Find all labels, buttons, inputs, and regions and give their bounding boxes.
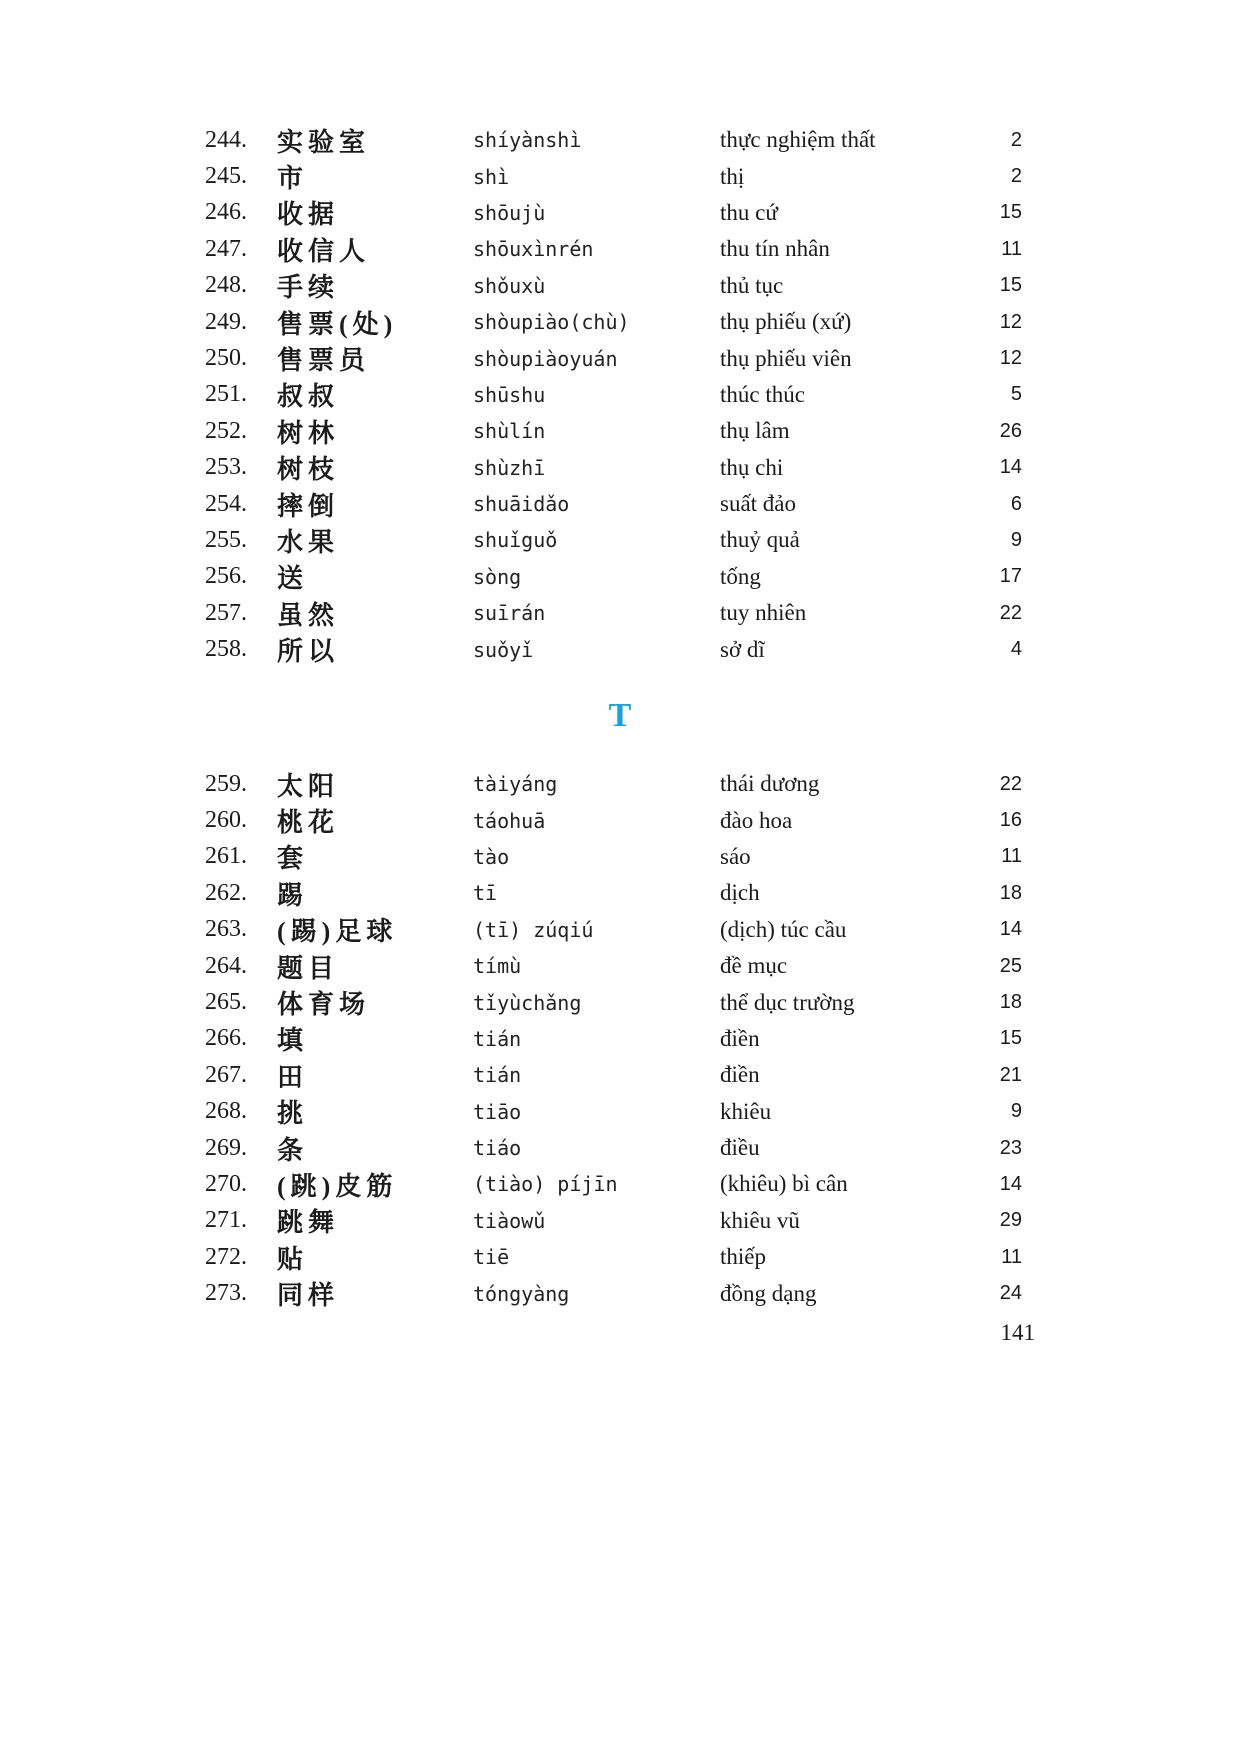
entry-hanzi: 所以	[277, 637, 340, 667]
entry-hanzi: 体育场	[277, 990, 371, 1020]
entry-number: 267.	[205, 1061, 247, 1088]
entry-vietnamese: đào hoa	[720, 807, 793, 833]
entry-pinyin: shùzhī	[473, 455, 546, 480]
entry-hanzi: 桃花	[277, 808, 340, 838]
entry-number: 268.	[205, 1098, 247, 1125]
entry-number: 266.	[205, 1025, 247, 1052]
entry-count: 25	[999, 954, 1022, 977]
entry-pinyin: tǐyùchǎng	[473, 990, 582, 1015]
entry-pinyin: tào	[473, 844, 510, 869]
entry-count: 4	[1010, 638, 1022, 661]
entry-vietnamese: thiếp	[720, 1244, 766, 1270]
vocab-row	[0, 1130, 1240, 1166]
entry-hanzi: 套	[277, 844, 309, 874]
vocab-row	[0, 122, 1240, 158]
entry-count: 18	[999, 881, 1022, 904]
entry-hanzi: 树林	[277, 418, 340, 448]
entry-vietnamese: điền	[720, 1025, 760, 1051]
entry-number: 264.	[205, 952, 247, 979]
entry-count: 14	[999, 1172, 1022, 1195]
entry-vietnamese: thái dương	[720, 771, 820, 797]
entry-pinyin: táohuā	[473, 808, 546, 833]
entry-hanzi: 实验室	[277, 127, 371, 157]
vocab-section-s	[0, 122, 1240, 668]
entry-count: 23	[999, 1136, 1022, 1159]
entry-number: 247.	[205, 235, 247, 262]
vocab-row	[0, 486, 1240, 522]
entry-vietnamese: điều	[720, 1135, 760, 1161]
entry-count: 12	[999, 310, 1022, 333]
vocab-row	[0, 984, 1240, 1020]
entry-count: 29	[999, 1209, 1022, 1232]
entry-count: 5	[1010, 383, 1022, 406]
entry-number: 252.	[205, 417, 247, 444]
entry-vietnamese: thụ lâm	[720, 418, 790, 444]
entry-number: 245.	[205, 163, 247, 190]
entry-number: 256.	[205, 563, 247, 590]
entry-vietnamese: thu cứ	[720, 199, 778, 225]
entry-number: 246.	[205, 199, 247, 226]
entry-vietnamese: (khiêu) bì cân	[720, 1171, 848, 1197]
page-number: 141	[1000, 1320, 1035, 1345]
entry-hanzi: 摔倒	[277, 491, 340, 521]
entry-pinyin: tiáo	[473, 1136, 522, 1161]
vocab-row	[0, 559, 1240, 595]
vocab-section-t	[0, 766, 1240, 1312]
entry-pinyin: (tiào) píjīn	[473, 1172, 618, 1197]
vocab-row	[0, 231, 1240, 267]
vocab-row	[0, 1021, 1240, 1057]
entry-count: 17	[999, 565, 1022, 588]
entry-number: 259.	[205, 770, 247, 797]
entry-pinyin: shǒuxù	[473, 273, 546, 298]
entry-count: 15	[999, 1027, 1022, 1050]
entry-vietnamese: tống	[720, 563, 761, 589]
vocab-row	[0, 195, 1240, 231]
entry-hanzi: 题目	[277, 953, 340, 983]
entry-hanzi: 水果	[277, 528, 340, 557]
entry-number: 263.	[205, 916, 247, 943]
vocab-row	[0, 839, 1240, 875]
entry-vietnamese: thụ phiếu (xứ)	[720, 309, 852, 335]
entry-vietnamese: thúc thúc	[720, 381, 805, 407]
entry-number: 272.	[205, 1243, 247, 1270]
entry-pinyin: suīrán	[473, 601, 546, 626]
entry-count: 14	[999, 456, 1022, 479]
entry-count: 22	[999, 772, 1022, 795]
entry-vietnamese: thị	[720, 163, 745, 189]
entry-pinyin: shíyànshì	[473, 128, 582, 153]
entry-count: 9	[1010, 528, 1022, 551]
entry-pinyin: shuāidǎo	[473, 492, 570, 517]
entry-pinyin: shùlín	[473, 419, 546, 444]
vocab-row	[0, 450, 1240, 486]
entry-number: 244.	[205, 126, 247, 153]
vocab-row	[0, 766, 1240, 802]
entry-vietnamese: thực nghiệm thất	[720, 127, 876, 153]
entry-number: 255.	[205, 526, 247, 553]
entry-count: 11	[1001, 1245, 1022, 1268]
entry-number: 258.	[205, 636, 247, 663]
entry-hanzi: 收据	[277, 200, 340, 230]
entry-number: 260.	[205, 807, 247, 834]
entry-count: 15	[999, 274, 1022, 297]
entry-pinyin: tóngyàng	[473, 1281, 570, 1306]
entry-number: 248.	[205, 272, 247, 299]
entry-vietnamese: điền	[720, 1062, 760, 1088]
entry-count: 12	[999, 347, 1022, 370]
entry-hanzi: 贴	[277, 1244, 309, 1274]
entry-vietnamese: khiêu	[720, 1098, 772, 1124]
entry-vietnamese: đồng dạng	[720, 1280, 817, 1306]
vocab-row	[0, 1203, 1240, 1239]
entry-hanzi: 售票(处)	[277, 309, 398, 339]
entry-number: 269.	[205, 1134, 247, 1161]
entry-hanzi: 收信人	[277, 236, 371, 266]
vocab-row	[0, 912, 1240, 948]
entry-count: 15	[999, 201, 1022, 224]
entry-pinyin: shōujù	[473, 200, 546, 225]
entry-number: 262.	[205, 879, 247, 906]
entry-hanzi: 叔叔	[277, 382, 340, 412]
entry-vietnamese: sở dĩ	[720, 636, 765, 662]
entry-vietnamese: thể dục trường	[720, 989, 855, 1015]
vocab-row	[0, 522, 1240, 558]
entry-pinyin: tàiyáng	[473, 772, 558, 797]
entry-pinyin: tímù	[473, 954, 522, 979]
entry-count: 22	[999, 601, 1022, 624]
entry-hanzi: 太阳	[277, 771, 340, 801]
entry-number: 271.	[205, 1207, 247, 1234]
vocab-row	[0, 304, 1240, 340]
vocab-row	[0, 631, 1240, 667]
entry-number: 254.	[205, 490, 247, 517]
entry-hanzi: 填	[277, 1026, 309, 1056]
entry-vietnamese: đề mục	[720, 953, 788, 979]
vocab-row	[0, 1057, 1240, 1093]
entry-hanzi: 条	[277, 1135, 309, 1165]
entry-count: 2	[1010, 165, 1022, 188]
vocab-row	[0, 1275, 1240, 1311]
entry-vietnamese: thụ phiếu viên	[720, 345, 852, 371]
entry-count: 11	[1001, 845, 1022, 868]
entry-number: 273.	[205, 1280, 247, 1307]
entry-number: 250.	[205, 345, 247, 372]
entry-count: 16	[999, 809, 1022, 832]
vocab-row	[0, 377, 1240, 413]
entry-pinyin: tiē	[473, 1245, 510, 1270]
entry-count: 21	[999, 1063, 1022, 1086]
entry-pinyin: shōuxìnrén	[473, 237, 594, 262]
entry-hanzi: 跳舞	[277, 1208, 340, 1238]
entry-pinyin: sòng	[473, 564, 522, 589]
entry-pinyin: shòupiàoyuán	[473, 346, 618, 371]
entry-vietnamese: dịch	[720, 880, 760, 906]
entry-hanzi: (跳)皮筋	[277, 1172, 398, 1201]
entry-vietnamese: thuỷ quả	[720, 527, 800, 553]
entry-count: 24	[999, 1282, 1022, 1305]
entry-number: 257.	[205, 599, 247, 626]
entry-number: 261.	[205, 843, 247, 870]
vocab-row	[0, 948, 1240, 984]
entry-hanzi: (踢)足球	[277, 917, 398, 947]
entry-count: 9	[1010, 1100, 1022, 1123]
vocab-row	[0, 1094, 1240, 1130]
entry-pinyin: (tī) zúqiú	[473, 917, 594, 942]
vocab-row	[0, 875, 1240, 911]
entry-count: 6	[1010, 492, 1022, 515]
vocab-row	[0, 802, 1240, 838]
vocab-row	[0, 1166, 1240, 1202]
vocab-row	[0, 158, 1240, 194]
vocab-row	[0, 268, 1240, 304]
entry-vietnamese: sáo	[720, 843, 751, 869]
entry-count: 2	[1010, 128, 1022, 151]
entry-hanzi: 手续	[277, 273, 340, 303]
entry-hanzi: 市	[277, 164, 309, 194]
entry-count: 14	[999, 918, 1022, 941]
entry-hanzi: 踢	[277, 880, 309, 910]
section-letter-heading: T	[608, 697, 632, 734]
entry-pinyin: shòupiào(chù)	[473, 310, 630, 335]
entry-count: 11	[1001, 237, 1022, 260]
vocab-row	[0, 1239, 1240, 1275]
entry-pinyin: tī	[473, 881, 498, 906]
entry-vietnamese: thụ chi	[720, 454, 784, 480]
vocab-row	[0, 340, 1240, 376]
vocab-row	[0, 413, 1240, 449]
entry-number: 249.	[205, 308, 247, 335]
entry-vietnamese: (dịch) túc cầu	[720, 916, 847, 942]
entry-pinyin: suǒyǐ	[473, 637, 534, 662]
entry-vietnamese: thủ tục	[720, 272, 784, 298]
entry-number: 270.	[205, 1170, 247, 1197]
entry-number: 253.	[205, 454, 247, 481]
entry-pinyin: tiàowǔ	[473, 1208, 546, 1233]
entry-count: 26	[999, 419, 1022, 442]
entry-vietnamese: suất đảo	[720, 491, 797, 517]
entry-pinyin: shūshu	[473, 382, 546, 407]
entry-hanzi: 挑	[277, 1099, 309, 1129]
entry-pinyin: tián	[473, 1063, 522, 1088]
entry-count: 18	[999, 991, 1022, 1014]
entry-number: 265.	[205, 989, 247, 1016]
entry-hanzi: 树枝	[277, 455, 340, 485]
entry-vietnamese: thu tín nhân	[720, 236, 830, 262]
entry-hanzi: 虽然	[277, 600, 340, 630]
entry-hanzi: 售票员	[277, 346, 371, 376]
entry-pinyin: tiāo	[473, 1099, 522, 1124]
entry-vietnamese: tuy nhiên	[720, 600, 807, 626]
entry-hanzi: 同样	[277, 1281, 340, 1311]
entry-pinyin: shì	[473, 164, 510, 189]
entry-hanzi: 送	[277, 564, 309, 594]
entry-number: 251.	[205, 381, 247, 408]
entry-pinyin: shuǐguǒ	[473, 528, 558, 553]
entry-hanzi: 田	[277, 1062, 309, 1092]
entry-pinyin: tián	[473, 1026, 522, 1051]
entry-vietnamese: khiêu vũ	[720, 1207, 800, 1233]
vocab-row	[0, 595, 1240, 631]
